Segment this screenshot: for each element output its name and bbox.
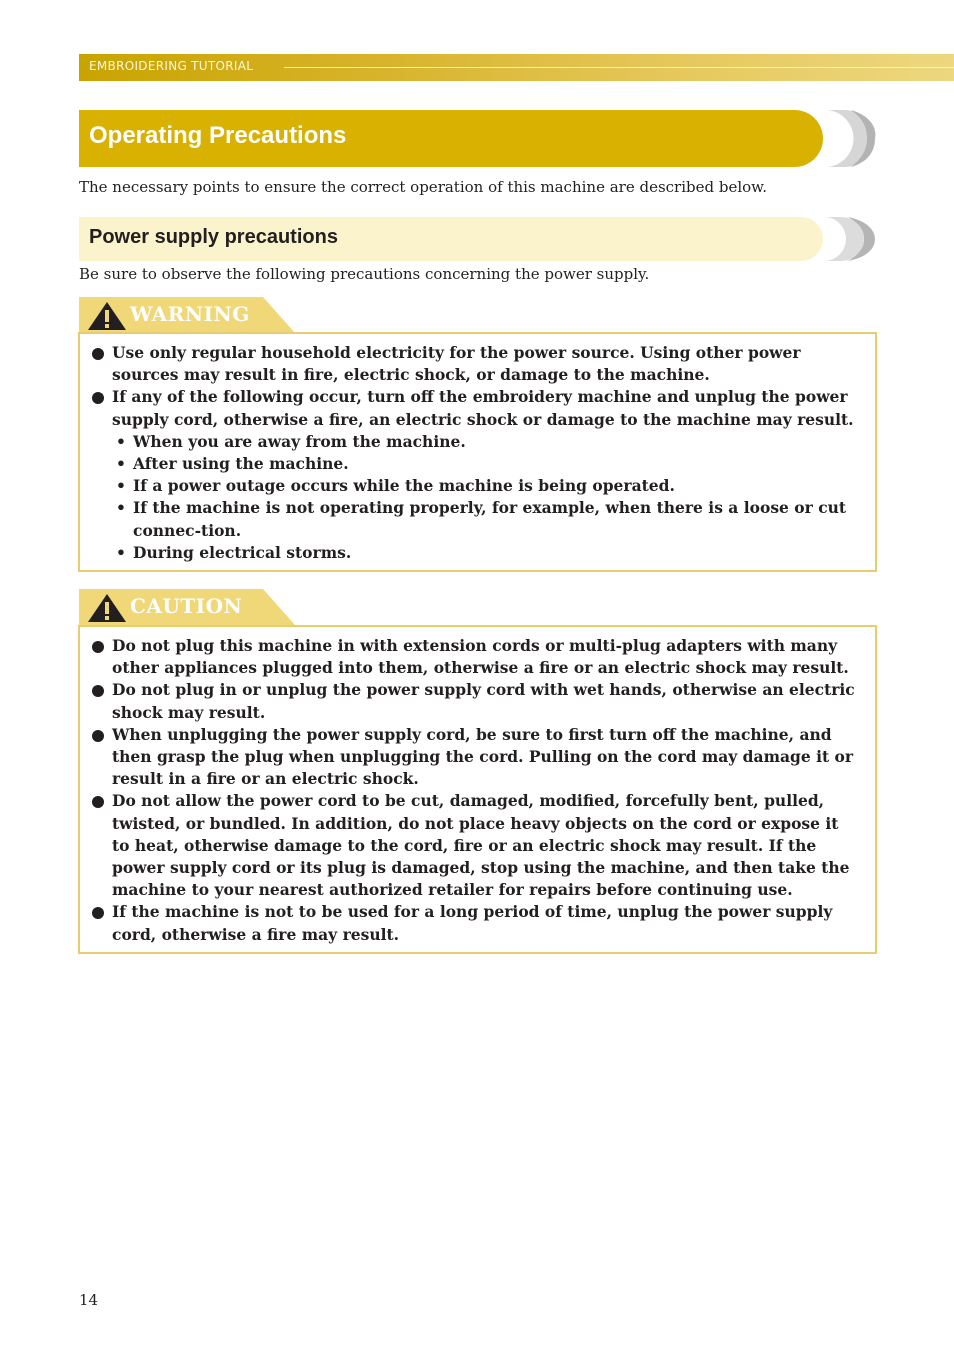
- bullet-icon: [92, 392, 104, 404]
- bullet-icon: [92, 685, 104, 697]
- bullet-icon: [92, 641, 104, 653]
- list-item: Do not plug this machine in with extension cords or multi-plug adapters with many other appliances plugged into them, otherwise a fire or an electric shock may result.: [80, 635, 875, 679]
- subsection-intro: Be sure to observe the following precautions concerning the power supply.: [79, 265, 650, 283]
- running-header: [79, 54, 954, 81]
- list-subitem: • During electrical storms.: [116, 542, 352, 562]
- caution-triangle-icon: [87, 593, 127, 623]
- list-item: If any of the following occur, turn off the embroidery machine and unplug the power supply cord, otherwise a fire, an electric shock or damage to the machine may result.: [80, 386, 875, 430]
- warning-label: WARNING: [130, 302, 250, 326]
- bullet-icon: [92, 348, 104, 360]
- bullet-icon: [92, 730, 104, 742]
- page-title: Operating Precautions: [89, 122, 347, 149]
- warning-tab: [79, 297, 299, 333]
- caution-label: CAUTION: [130, 594, 243, 618]
- list-subitem: • If the machine is not operating properly, for example, when there is a loose or cut connec-tion.: [116, 498, 847, 540]
- list-item: Do not plug in or unplug the power supply cord with wet hands, otherwise an electric shock may result.: [80, 679, 875, 723]
- list-item: When unplugging the power supply cord, be sure to first turn off the machine, and then grasp the plug when unplugging the cord. Pulling on the cord may damage it or result in a fire or an electric shock.: [80, 724, 875, 791]
- caution-tab: [79, 589, 299, 625]
- subsection-decoration-icon: [806, 217, 876, 261]
- caution-box: [78, 625, 877, 954]
- warning-box: [78, 332, 877, 572]
- bullet-icon: [92, 907, 104, 919]
- bullet-icon: [92, 796, 104, 808]
- warning-triangle-icon: [87, 301, 127, 331]
- section-label: EMBROIDERING TUTORIAL: [89, 59, 254, 73]
- list-subitem: • If a power outage occurs while the machine is being operated.: [116, 476, 675, 496]
- list-subitem: • When you are away from the machine.: [116, 431, 466, 451]
- list-subitem: • After using the machine.: [116, 454, 349, 474]
- header-rule: [284, 67, 954, 68]
- subsection-banner: [79, 217, 823, 261]
- title-decoration-icon: [805, 110, 877, 167]
- title-banner: [79, 110, 823, 167]
- list-item: Use only regular household electricity for the power source. Using other power sources may result in fire, electric shock, or damage to the machine.: [80, 342, 875, 386]
- subsection-title: Power supply precautions: [89, 226, 338, 248]
- intro-text: The necessary points to ensure the correct operation of this machine are described below.: [79, 178, 768, 196]
- list-item: If the machine is not to be used for a long period of time, unplug the power supply cord, otherwise a fire may result.: [80, 901, 875, 945]
- list-item: Do not allow the power cord to be cut, damaged, modified, forcefully bent, pulled, twisted, or bundled. In addition, do not place heavy objects on the cord or expose it to heat, otherwise damage to the cord, fire or an electric shock may result. If the power supply cord or its plug is damaged, stop using the machine, and then take the machine to your nearest authorized retailer for repairs before continuing use.: [80, 790, 875, 901]
- page-number: 14: [79, 1291, 99, 1309]
